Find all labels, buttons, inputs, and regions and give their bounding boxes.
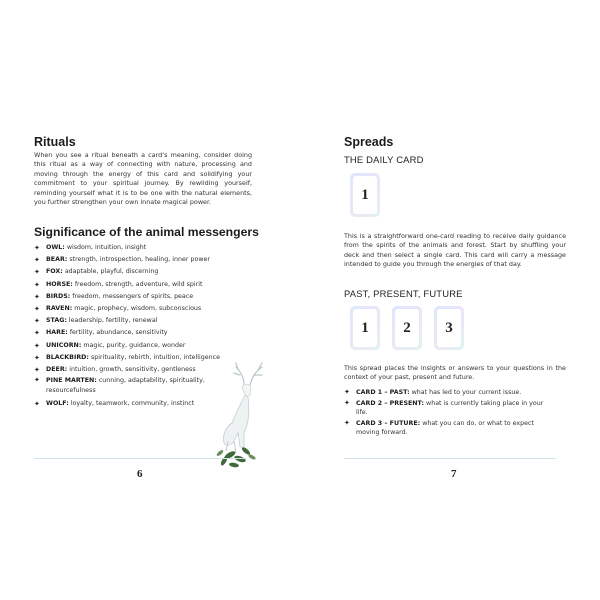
animal-name: BLACKBIRD: <box>46 353 89 361</box>
animal-list-item <box>34 327 232 339</box>
animal-meaning: adaptable, playful, discerning <box>64 268 159 276</box>
animal-name: DEER: <box>46 366 68 374</box>
star-bullet-icon: ✦ <box>34 292 40 301</box>
star-bullet-icon: ✦ <box>34 400 40 409</box>
animal-list-item <box>34 315 232 327</box>
star-bullet-icon: ✦ <box>34 341 40 350</box>
card-position-meaning: what you can do, or what to expect moving forward. <box>356 419 534 437</box>
animal-name: BEAR: <box>46 256 68 264</box>
card-position-meaning: what is currently taking place in your life. <box>356 399 544 417</box>
animal-name: FOX: <box>46 268 63 276</box>
spreads-heading: Spreads <box>344 135 394 149</box>
star-bullet-icon: ✦ <box>344 398 350 407</box>
animal-meaning: loyalty, teamwork, community, instinct <box>70 400 195 408</box>
animal-meaning: intuition, growth, sensitivity, gentleness <box>69 366 196 374</box>
animal-list-item <box>34 279 232 291</box>
daily-card-title: THE DAILY CARD <box>344 154 424 165</box>
animal-list-item <box>34 266 232 278</box>
animal-name: WOLF: <box>46 400 69 408</box>
animal-meaning: magic, purity, guidance, wonder <box>83 341 186 349</box>
ppf-title: PAST, PRESENT, FUTURE <box>344 288 463 299</box>
animal-name: OWL: <box>46 244 65 251</box>
left-divider <box>34 458 246 459</box>
rituals-heading: Rituals <box>34 135 76 149</box>
animal-meaning: freedom, messengers of spirits, peace <box>72 292 194 300</box>
animal-meaning: cunning, adaptability, spirituality, resourcefulness <box>46 377 205 394</box>
star-bullet-icon: ✦ <box>34 317 40 326</box>
animal-meaning: magic, prophecy, wisdom, subconscious <box>74 305 202 313</box>
ppf-card-list <box>344 388 544 439</box>
card-position-name: CARD 1 – PAST: <box>356 389 410 396</box>
star-bullet-icon: ✦ <box>34 305 40 314</box>
star-bullet-icon: ✦ <box>34 280 40 289</box>
animal-list-item <box>34 340 232 352</box>
star-bullet-icon: ✦ <box>34 256 40 265</box>
animal-name: RAVEN: <box>46 305 73 313</box>
star-bullet-icon: ✦ <box>34 353 40 362</box>
animal-meaning: wisdom, intuition, insight <box>66 244 147 251</box>
animal-meaning: leadership, fertility, renewal <box>68 317 158 325</box>
ppf-card-present <box>392 306 422 350</box>
ppf-card-future <box>434 306 464 350</box>
significance-heading: Significance of the animal messengers <box>34 225 259 239</box>
ppf-card-number: 2 <box>395 309 419 347</box>
white-stag-illustration <box>200 355 280 470</box>
daily-card-number: 1 <box>353 176 377 214</box>
ppf-list-item <box>344 399 544 418</box>
animal-meaning: fertility, abundance, sensitivity <box>69 329 168 337</box>
animal-meaning: spirituality, rebirth, intuition, intelligence <box>90 353 221 361</box>
ppf-list-item <box>344 388 544 398</box>
ppf-card-past <box>350 306 380 350</box>
card-position-name: CARD 3 – FUTURE: <box>356 419 421 427</box>
star-bullet-icon: ✦ <box>34 376 40 385</box>
animal-list-item <box>34 303 232 315</box>
animal-list-item <box>34 254 232 266</box>
animal-name: BIRDS: <box>46 292 71 300</box>
star-bullet-icon: ✦ <box>344 418 350 427</box>
star-bullet-icon: ✦ <box>344 388 350 396</box>
star-bullet-icon: ✦ <box>34 329 40 338</box>
star-bullet-icon: ✦ <box>34 268 40 277</box>
star-bullet-icon: ✦ <box>34 244 40 252</box>
animal-name: PINE MARTEN: <box>46 377 97 385</box>
animal-name: STAG: <box>46 317 67 325</box>
daily-card <box>350 173 380 217</box>
card-position-meaning: what has led to your current issue. <box>411 389 522 396</box>
animal-name: HARE: <box>46 329 68 337</box>
page-number-left: 6 <box>137 468 143 480</box>
animal-list-item <box>34 291 232 303</box>
animal-meaning: freedom, strength, adventure, wild spirit <box>74 280 203 288</box>
page-number-right: 7 <box>451 468 457 480</box>
animal-name: UNICORN: <box>46 341 82 349</box>
ppf-card-number: 3 <box>437 309 461 347</box>
ppf-card-number: 1 <box>353 309 377 347</box>
animal-list-item <box>34 242 232 254</box>
star-bullet-icon: ✦ <box>34 366 40 375</box>
animal-name: HORSE: <box>46 280 73 288</box>
rituals-text: When you see a ritual beneath a card’s meaning, consider doing this ritual as a way of connecting with nature, processing and moving through the energy of this card and solidifying your commitment to your spiritual journey. By rewilding yourself, reminding yourself what it is to be one with the natural elements, you further strengthen your own innate magical power. <box>34 151 252 207</box>
card-position-name: CARD 2 – PRESENT: <box>356 399 425 407</box>
right-page <box>300 0 600 600</box>
daily-card-text: This is a straightforward one-card reading to receive daily guidance from the spirits of the animals and forest. Start by shuffling your deck and then select a single card. This card will carry a message intended to guide you through the energies of that day. <box>344 232 566 269</box>
ppf-text: This spread places the insights or answers to your questions in the context of your past, present and future. <box>344 364 566 382</box>
animal-meaning: strength, introspection, healing, inner power <box>69 256 210 264</box>
right-divider <box>344 458 556 459</box>
ppf-list-item <box>344 419 544 438</box>
